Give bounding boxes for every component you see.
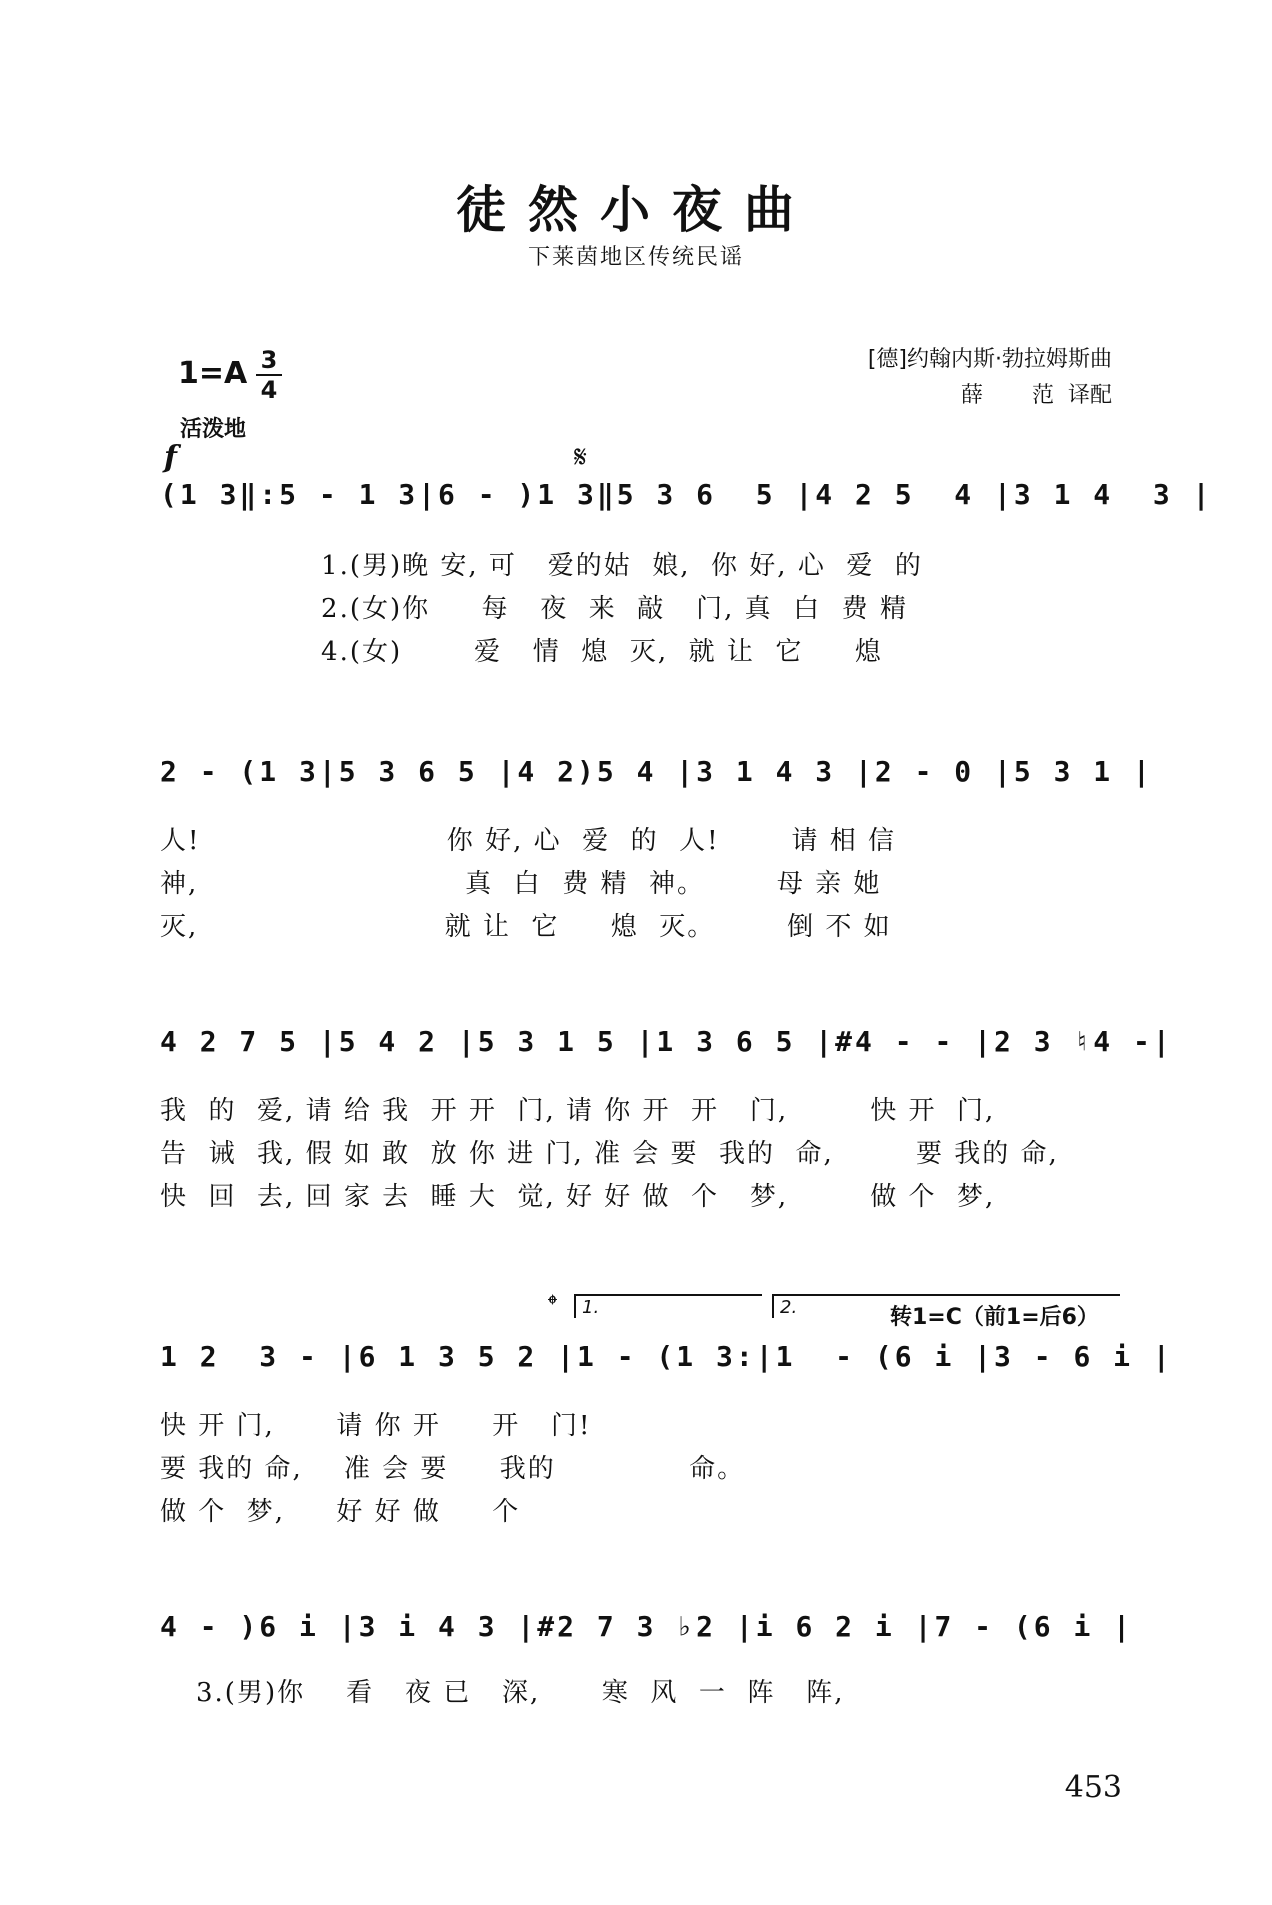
volta-second-ending: 2. bbox=[772, 1294, 1120, 1318]
time-top: 3 bbox=[260, 346, 278, 374]
lyric-line-1-1: 1.(男)晚 安, 可 爱的姑 娘, 你 好, 心 爱 的 bbox=[126, 551, 923, 581]
volta-first-ending: 1. bbox=[574, 1294, 762, 1318]
segno-sign: 𝄋 bbox=[574, 440, 587, 475]
time-signature bbox=[256, 346, 282, 404]
dynamic-marking: f bbox=[164, 440, 177, 475]
lyric-line-5-1: 3.(男)你 看 夜 已 深, 寒 风 一 阵 阵, bbox=[196, 1678, 845, 1708]
notation-line-1: (1 3‖:5 - 1 3|6 - )1 3‖5 3 6 5 |4 2 5 4 |3 1 4 3 | bbox=[160, 478, 1213, 511]
coda-sign: 𝄌 bbox=[548, 1290, 557, 1320]
song-title: 徒然小夜曲 bbox=[456, 180, 816, 239]
lyric-line-1-2: 2.(女)你 每 夜 来 敲 门, 真 白 费 精 bbox=[126, 594, 908, 624]
notation-line-3: 4 2 7 5 |5 4 2 |5 3 1 5 |1 3 6 5 |#4 - - |2 3 ♮4 -| bbox=[160, 1025, 1173, 1058]
time-bottom: 4 bbox=[256, 374, 282, 404]
lyric-line-2-3: 灭, 就 让 它 熄 灭。 倒 不 如 bbox=[160, 912, 892, 942]
lyric-line-3-3: 快 回 去, 回 家 去 睡 大 觉, 好 好 做 个 梦, 做 个 梦, bbox=[160, 1182, 996, 1212]
key-signature: 1=A bbox=[178, 356, 248, 391]
notation-line-5: 4 - )6 i |3 i 4 3 |#2 7 3 ♭2 |i 6 2 i |7 - (6 i | bbox=[160, 1610, 1134, 1643]
lyric-line-2-2: 神, 真 白 费 精 神。 母 亲 她 bbox=[160, 869, 882, 899]
lyric-line-3-2: 告 诫 我, 假 如 敢 放 你 进 门, 准 会 要 我的 命, 要 我的 命, bbox=[160, 1139, 1059, 1169]
notation-line-2: 2 - (1 3|5 3 6 5 |4 2)5 4 |3 1 4 3 |2 - 0 |5 3 1 | bbox=[160, 755, 1153, 788]
notation-line-4: 1 2 3 - |6 1 3 5 2 |1 - (1 3:|1 - (6 i |3 - 6 i | bbox=[160, 1340, 1173, 1373]
tempo-marking: 活泼地 bbox=[180, 417, 247, 442]
lyric-line-4-1: 快 开 门, 请 你 开 开 门! bbox=[160, 1411, 592, 1441]
lyric-line-3-1: 我 的 爱, 请 给 我 开 开 门, 请 你 开 开 门, 快 开 门, bbox=[160, 1096, 996, 1126]
page-number: 453 bbox=[1064, 1770, 1122, 1805]
lyric-line-2-1: 人! 你 好, 心 爱 的 人! 请 相 信 bbox=[160, 826, 897, 856]
song-subtitle: 下莱茵地区传统民谣 bbox=[527, 245, 744, 270]
composer-credits: [德]约翰内斯·勃拉姆斯曲 薛 范 译配 bbox=[867, 347, 1112, 408]
lyric-line-4-3: 做 个 梦, 好 好 做 个 bbox=[160, 1497, 521, 1527]
lyric-line-1-3: 4.(女) 爱 情 熄 灭, 就 让 它 熄 bbox=[126, 637, 883, 667]
modulation-marking: 转1=C（前1=后6） bbox=[890, 1305, 1099, 1330]
lyric-line-4-2: 要 我的 命, 准 会 要 我的 命。 bbox=[160, 1454, 746, 1484]
